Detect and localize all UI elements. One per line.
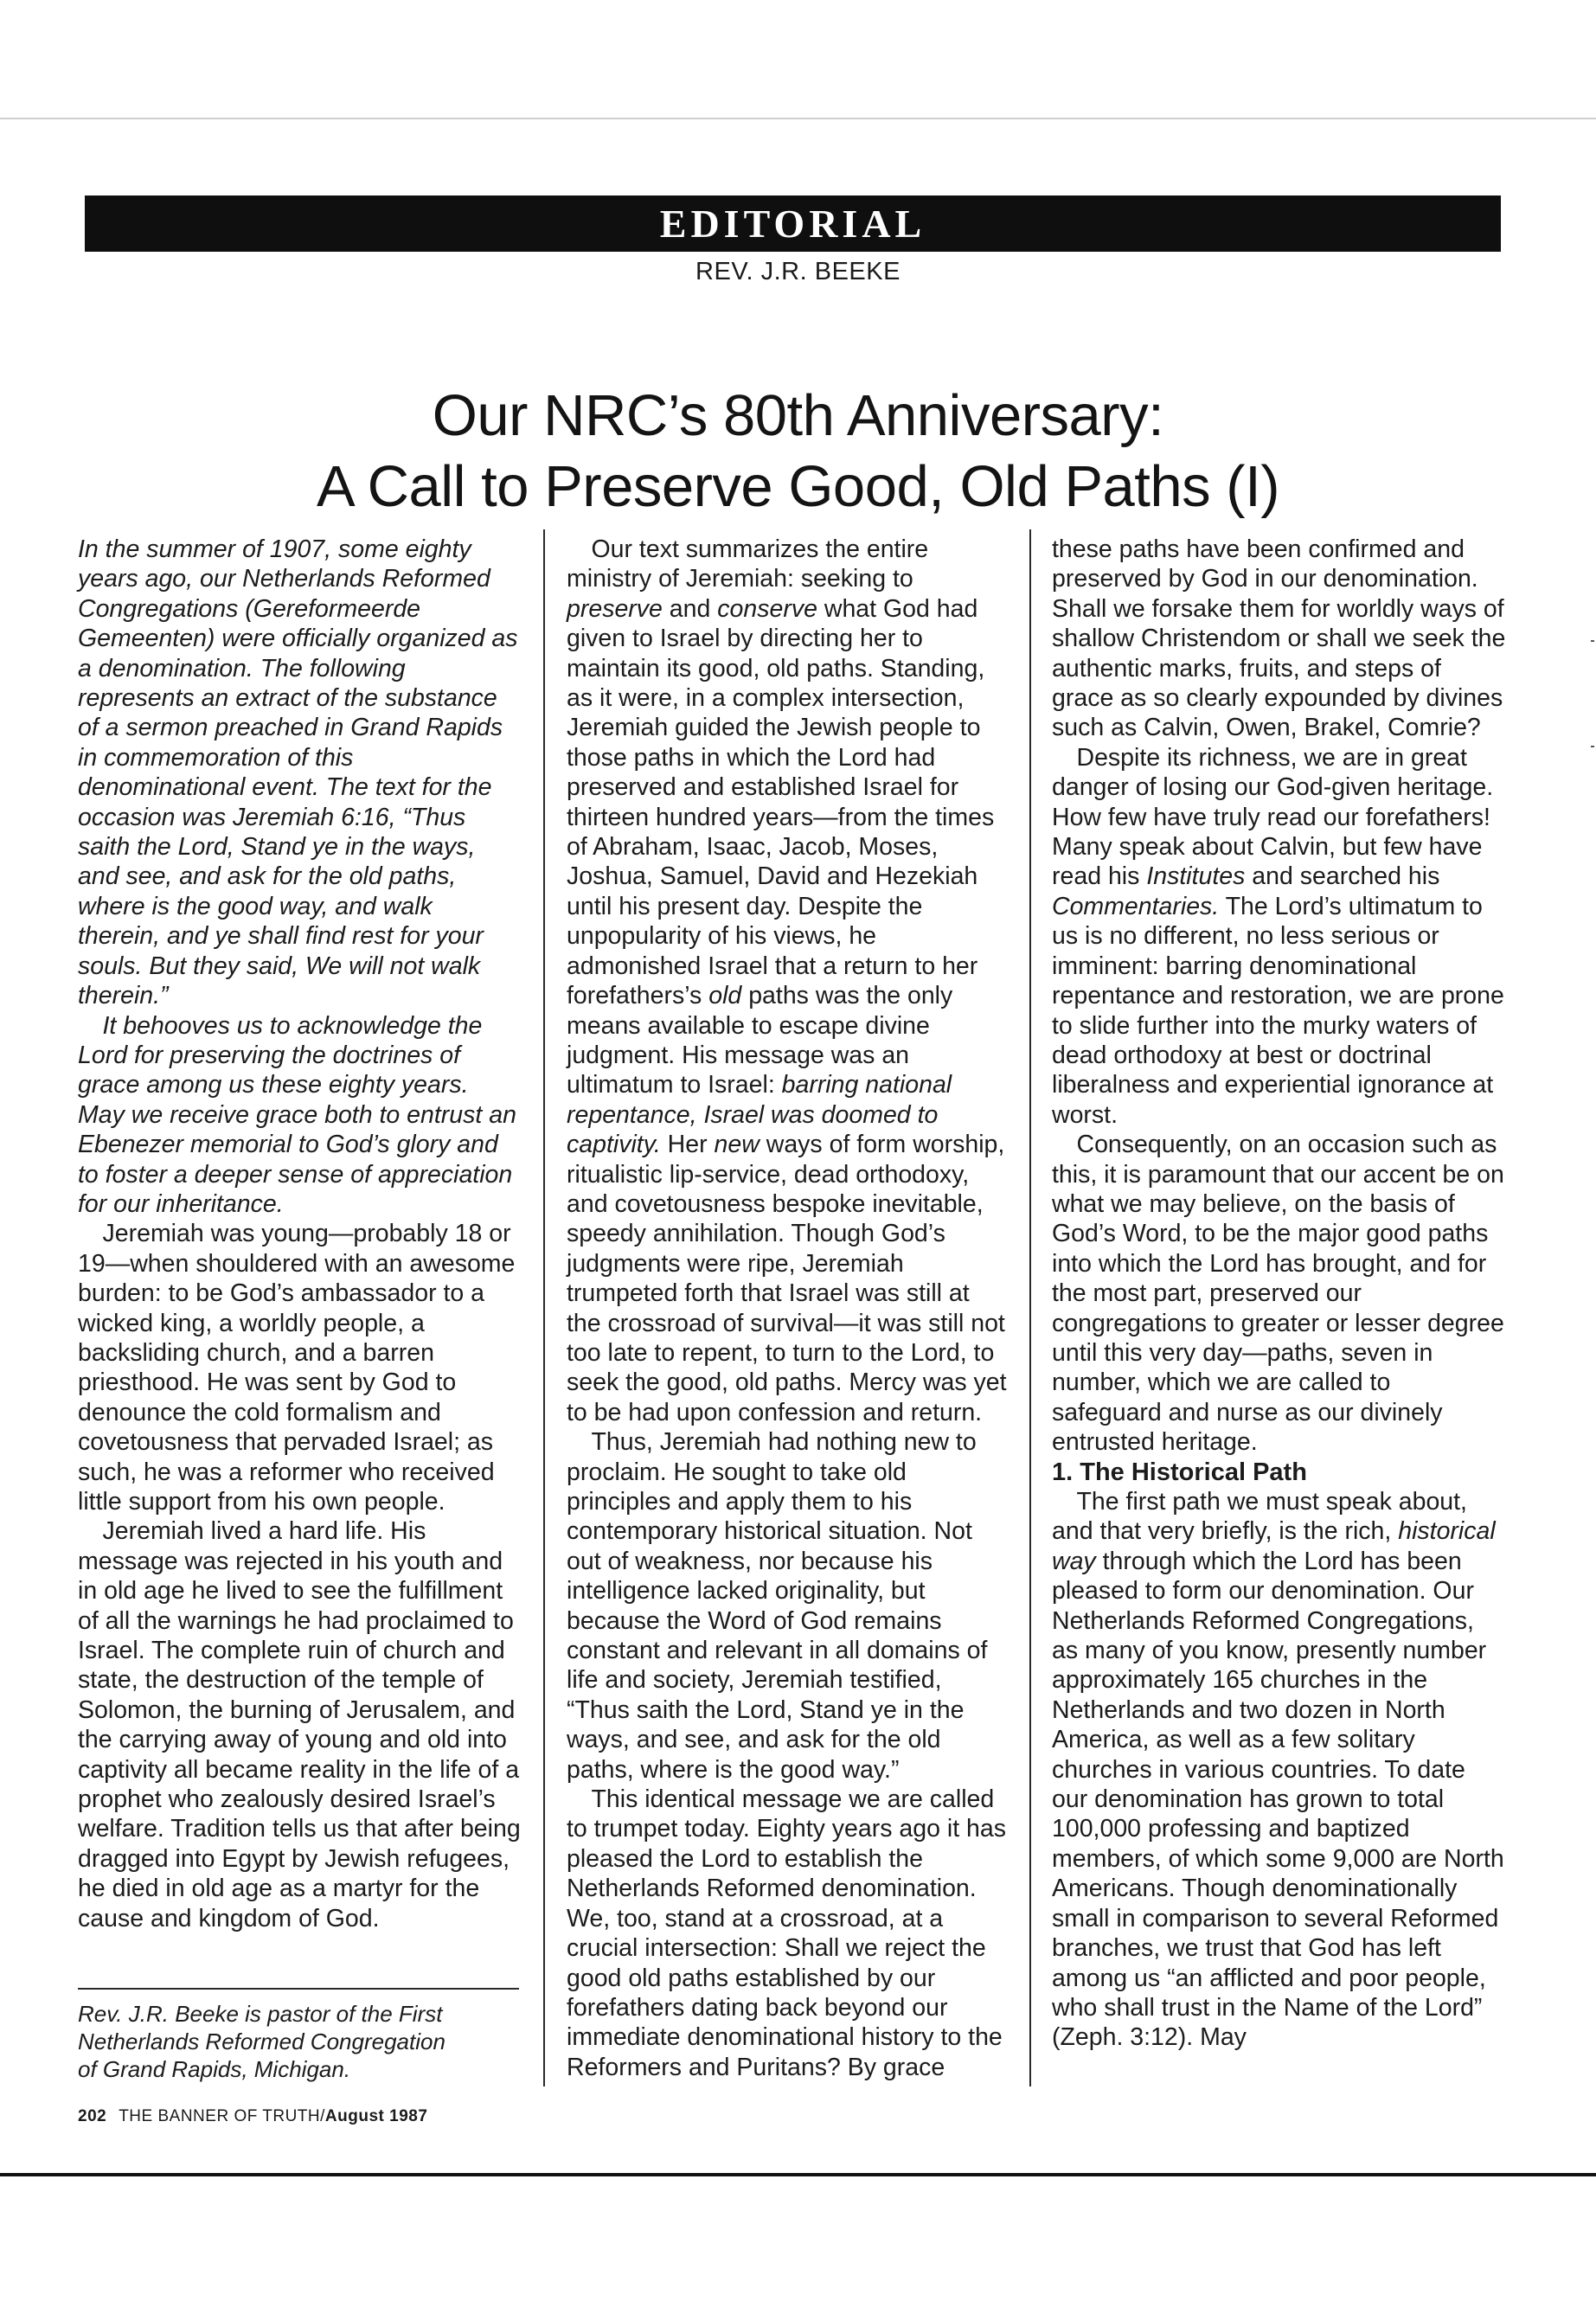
footer-separator: / [320,2107,325,2125]
title-line-1: Our NRC’s 80th Anniversary: [432,383,1164,448]
emphasis: preserve [567,594,663,623]
issue-date: August 1987 [324,2107,428,2125]
text-run: Her [660,1131,715,1159]
body-paragraph: Jeremiah was young—probably 18 or 19—when shouldered with an awesome burden: to be God’s ambassador to a wicked king, a worldly people, a backsliding church, and a barren priesthood. He was sent by God to denounce the cold formalism and covetousness that pervaded Israel; as such, he was a reformer who received little support from his own people. [78,1220,516,1516]
intro-paragraph-2: It behooves us to acknowledge the Lord for preserving the doctrines of grace among us these eighty years. May we receive grace both to entrust an Ebenezer memorial to God’s glory and to foster a deeper sense of appreciation for our inheritance. [78,1011,516,1218]
column-divider-2 [1029,529,1031,2086]
body-paragraph [1052,1487,1506,2053]
body-paragraph: Thus, Jeremiah had nothing new to proclaim. He sought to take old principles and apply them to his contemporary historical situation. Not out of weakness, nor because his intelligence lacked originality, but because the Word of God remains constant and relevant in all domains of life and society, Jeremiah testified, “Thus saith the Lord, Stand ye in the ways, and see, and ask for the old paths, where is the good way.” [567,1428,988,1784]
bio-line: of Grand Rapids, Michigan. [78,2056,351,2082]
text-run: Despite its richness, we are in great danger of losing our God-given heritage. How few have truly read our forefathers! Many speak about Calvin, but few have read his [1052,743,1494,891]
text-run: what God had given to Israel by directing her to maintain its good, old paths. Standing, as it were, in a complex intersection, Jeremiah guided the Jewish people to those paths in which the Lord had preserved and established Israel for thirteen hundred years—from the times of Abraham, Isaac, Jacob, Moses, Joshua, Samuel, David and Hezekiah until his present day. Despite the unpopularity of his views, he admonished Israel that a return to her forefathers’s [567,594,995,1010]
emphasis: Commentaries. [1052,892,1220,920]
intro-paragraph-1: In the summer of 1907, some eighty years ago, our Netherlands Reformed Congregations (Gereformeerde Gemeenten) were officially organized as a denomination. The following represents an extract of the substance of a sermon preached in Grand Rapids in commemoration of this denominational event. The text for the occasion was Jeremiah 6:16, “Thus saith the Lord, Stand ye in the ways, and see, and ask for the old paths, where is the good way, and walk therein, and ye shall find rest for your souls. But they said, We will not walk therein.” [78,535,518,1010]
author-bio [78,2000,528,2083]
section-banner [85,195,1501,252]
emphasis: new [714,1131,760,1159]
author-byline: REV. J.R. BEEKE [695,258,901,285]
emphasis: historical way [1052,1517,1496,1575]
body-paragraph: these paths have been confirmed and preserved by God in our denomination. Shall we forsake them for worldly ways of shallow Christendom or shall we seek the authentic marks, fruits, and steps of grace as so clearly expounded by divines such as Calvin, Owen, Brakel, Comrie? [1052,535,1506,742]
scan-top-edge [0,118,1596,119]
emphasis: old [708,982,742,1010]
body-paragraph [1052,743,1506,1130]
bio-line: Netherlands Reformed Congregation [78,2029,445,2054]
scan-edge-mark [1591,746,1594,747]
text-run: The first path we must speak about, and that very briefly, is the rich, [1052,1488,1467,1546]
text-run: ways of form worship, ritualistic lip-service, dead orthodoxy, and covetousness bespoke inevitable, speedy annihilation. Though God’s judgments were ripe, Jeremiah trumpeted forth that Israel was still at the crossroad of survival—it was still not too late to repent, to turn to the Lord, to seek the good, old paths. Mercy was yet to be had upon confession and return. [567,1131,1007,1426]
scan-edge-mark [1591,640,1594,642]
bio-line: Rev. J.R. Beeke is pastor of the First [78,2001,443,2027]
column-1 [78,535,521,1933]
emphasis: conserve [717,594,817,623]
text-run: through which the Lord has been pleased to form our denomination. Our Netherlands Reformed Congregations, as many of you know, presently number approximately 165 churches in the Netherlands and two dozen in North America, as well as a few solitary churches in various countries. To date our denomination has grown to total 100,000 professing and baptized members, of which some 9,000 are North Americans. Though denominationally small in comparison to several Reformed branches, we trust that God has left among us “an afflicted and poor people, who shall trust in the Name of the Lord” (Zeph. 3:12). May [1052,1547,1504,2052]
scan-bottom-edge [0,2173,1596,2176]
column-divider-1 [543,529,545,2086]
body-paragraph: This identical message we are called to trumpet today. Eighty years ago it has pleased the Lord to establish the Netherlands Reformed denomination. We, too, stand at a crossroad, at a crucial intersection: Shall we reject the good old paths established by our forefathers dating back beyond our immediate denominational history to the Reformers and Puritans? By grace [567,1785,1006,2081]
text-run: and [662,594,718,623]
title-line-2: A Call to Preserve Good, Old Paths (I) [316,454,1280,519]
section-heading: 1. The Historical Path [1052,1458,1307,1486]
section-label: EDITORIAL [659,201,926,246]
body-paragraph [567,535,1010,1427]
emphasis: Institutes [1146,862,1246,891]
body-paragraph: Consequently, on an occasion such as this, it is paramount that our accent be on what we may believe, on the basis of God’s Word, to be the major good paths into which the Lord has brought, and for the most part, preserved our congregations to greater or lesser degree until this very day—paths, seven in number, which we are called to safeguard and nurse as our divinely entrusted heritage. [1052,1131,1504,1457]
column-3 [1052,535,1506,2053]
page-footer [78,2107,427,2126]
bio-divider [78,1988,519,1990]
text-run: The Lord’s ultimatum to us is no different, no less serious or imminent: barring denominational repentance and restoration, we are prone to slide further into the murky waters of dead orthodoxy at best or doctrinal liberalness and experiential ignorance at worst. [1052,892,1504,1129]
publication-name: THE BANNER OF TRUTH [119,2107,321,2125]
text-run: paths was the only means available to escape divine judgment. His message was an ultimatum to Israel: [567,982,953,1099]
body-paragraph: Jeremiah lived a hard life. His message was rejected in his youth and in old age he lived to see the fulfillment of all the warnings he had proclaimed to Israel. The complete ruin of church and state, the destruction of the temple of Solomon, the burning of Jerusalem, and the carrying away of young and old into captivity all became reality in the life of a prophet who zealously desired Israel’s welfare. Tradition tells us that after being dragged into Egypt by Jewish refugees, he died in old age as a martyr for the cause and kingdom of God. [78,1517,521,1932]
page-number: 202 [78,2107,107,2125]
article-title [0,381,1596,522]
column-2 [567,535,1010,2082]
text-run: and searched his [1245,862,1440,891]
text-run: Our text summarizes the entire ministry of Jeremiah: seeking to [567,535,929,593]
emphasis: barring national repentance, Israel was doomed to captivity. [567,1071,952,1159]
